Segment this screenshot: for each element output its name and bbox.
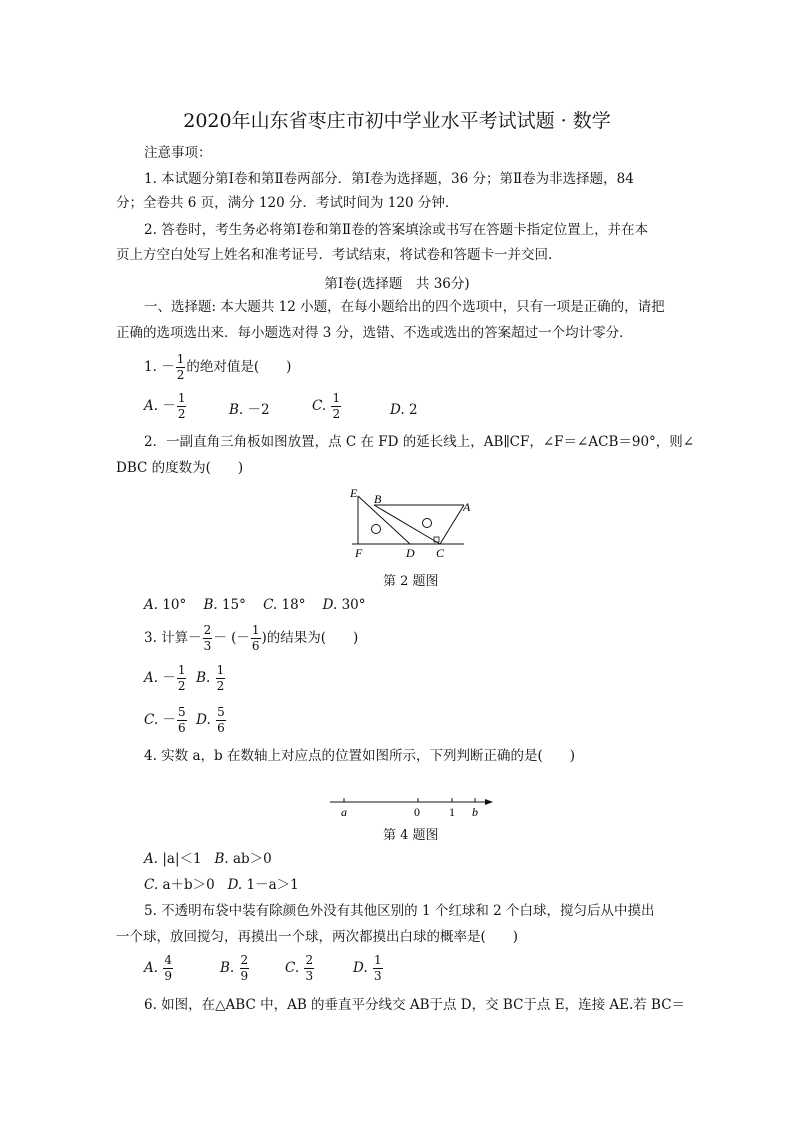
q4-stem: 4. 实数 a，b 在数轴上对应点的位置如图所示，下列判断正确的是( )	[144, 748, 575, 764]
q2-caption: 第 2 题图	[383, 574, 439, 589]
q2-options: A. 10° B. 15° C. 18° D. 30°	[144, 597, 366, 613]
q5-option-a: A. $\frac{4}{9}$	[144, 953, 172, 983]
question-3: 3. 计算－ $\frac{2}{3}$ － (－ $\frac{1}{6}$ )的结果为( )	[144, 623, 359, 653]
q1-number: 1.	[144, 359, 157, 375]
section-intro-line2: 正确的选项选出来．每小题选对得 3 分，选错、不选或选出的答案超过一个均计零分．	[116, 325, 633, 341]
line-ed	[358, 496, 410, 544]
q1-option-a: A. － $\frac{1}{2}$	[144, 391, 186, 421]
q6-line1: 6. 如图，在△ABC 中，AB 的垂直平分线交 AB于点 D，交 BC于点 E，连接 AE.若 BC＝	[144, 997, 686, 1013]
q5-option-d: D. $\frac{1}{3}$	[353, 953, 382, 983]
label-zero: 0	[414, 805, 420, 819]
label-a: A	[463, 500, 471, 514]
q4-caption: 第 4 题图	[383, 828, 439, 843]
q1-option-c: C. $\frac{1}{2}$	[312, 391, 341, 421]
section-heading: 第Ⅰ卷(选择题 共 36分)	[324, 276, 470, 292]
q5-line2: 一个球，放回搅匀，再摸出一个球，两次都摸出白球的概率是( )	[116, 929, 519, 945]
q1-option-d: D. 2	[390, 402, 418, 418]
q5-line1: 5. 不透明布袋中装有除颜色外没有其他区别的 1 个红球和 2 个白球，搅匀后从中摸出	[144, 903, 655, 919]
q4-number-line	[325, 790, 500, 820]
notice-item2-line1: 2. 答卷时，考生务必将第Ⅰ卷和第Ⅱ卷的答案填涂或书写在答题卡指定位置上，并在本	[144, 222, 649, 238]
q3-options-ab: A. － $\frac{1}{2}$ B. $\frac{1}{2}$	[144, 663, 225, 693]
q4-options-cd: C. a＋b＞0 D. 1－a＞1	[144, 877, 299, 893]
label-b: B	[374, 492, 382, 506]
notice-heading: 注意事项：	[144, 145, 212, 161]
label-a: a	[341, 805, 347, 819]
label-d: D	[406, 546, 415, 560]
label-f: F	[355, 546, 363, 560]
label-b: b	[472, 805, 478, 819]
label-e: E	[350, 486, 358, 500]
line-bc	[374, 505, 440, 544]
page-title: 2020年山东省枣庄市初中学业水平考试试题 · 数学	[183, 110, 611, 132]
q2-line2: DBC 的度数为( )	[116, 460, 244, 476]
line-ac	[440, 505, 464, 544]
q1-stem: 的绝对值是( )	[186, 359, 292, 375]
label-c: C	[436, 546, 445, 560]
q2-triangle-figure	[346, 482, 476, 562]
axis-arrow	[485, 799, 493, 805]
triangle-hole-2	[423, 519, 432, 528]
q5-option-b: B. $\frac{2}{9}$	[220, 953, 249, 983]
section-intro-line1: 一、选择题: 本大题共 12 小题，在每小题给出的四个选项中，只有一项是正确的，请把	[144, 299, 665, 315]
notice-item2-line2: 页上方空白处写上姓名和准考证号．考试结束，将试卷和答题卡一并交回.	[116, 247, 553, 263]
question-1	[144, 352, 291, 383]
label-one: 1	[449, 805, 455, 819]
q1-fraction: $\frac{1}{2}$	[176, 352, 185, 382]
q5-option-c: C. $\frac{2}{3}$	[285, 953, 314, 983]
triangle-hole-1	[372, 525, 381, 534]
q4-options-ab: A. |a|＜1 B. ab＞0	[144, 851, 272, 867]
q3-options-cd: C. － $\frac{5}{6}$ D. $\frac{5}{6}$	[144, 705, 225, 735]
q2-line1: 2．一副直角三角板如图放置，点 C 在 FD 的延长线上，AB∥CF，∠F＝∠ACB＝90°，则∠	[144, 434, 695, 450]
q1-sign: －	[161, 359, 175, 375]
q1-option-b: B. －2	[229, 402, 270, 418]
notice-item1-line1: 1. 本试题分第Ⅰ卷和第Ⅱ卷两部分．第Ⅰ卷为选择题，36 分；第Ⅱ卷为非选择题，84	[144, 171, 634, 187]
notice-item1-line2: 分；全卷共 6 页，满分 120 分．考试时间为 120 分钟．	[116, 195, 459, 211]
